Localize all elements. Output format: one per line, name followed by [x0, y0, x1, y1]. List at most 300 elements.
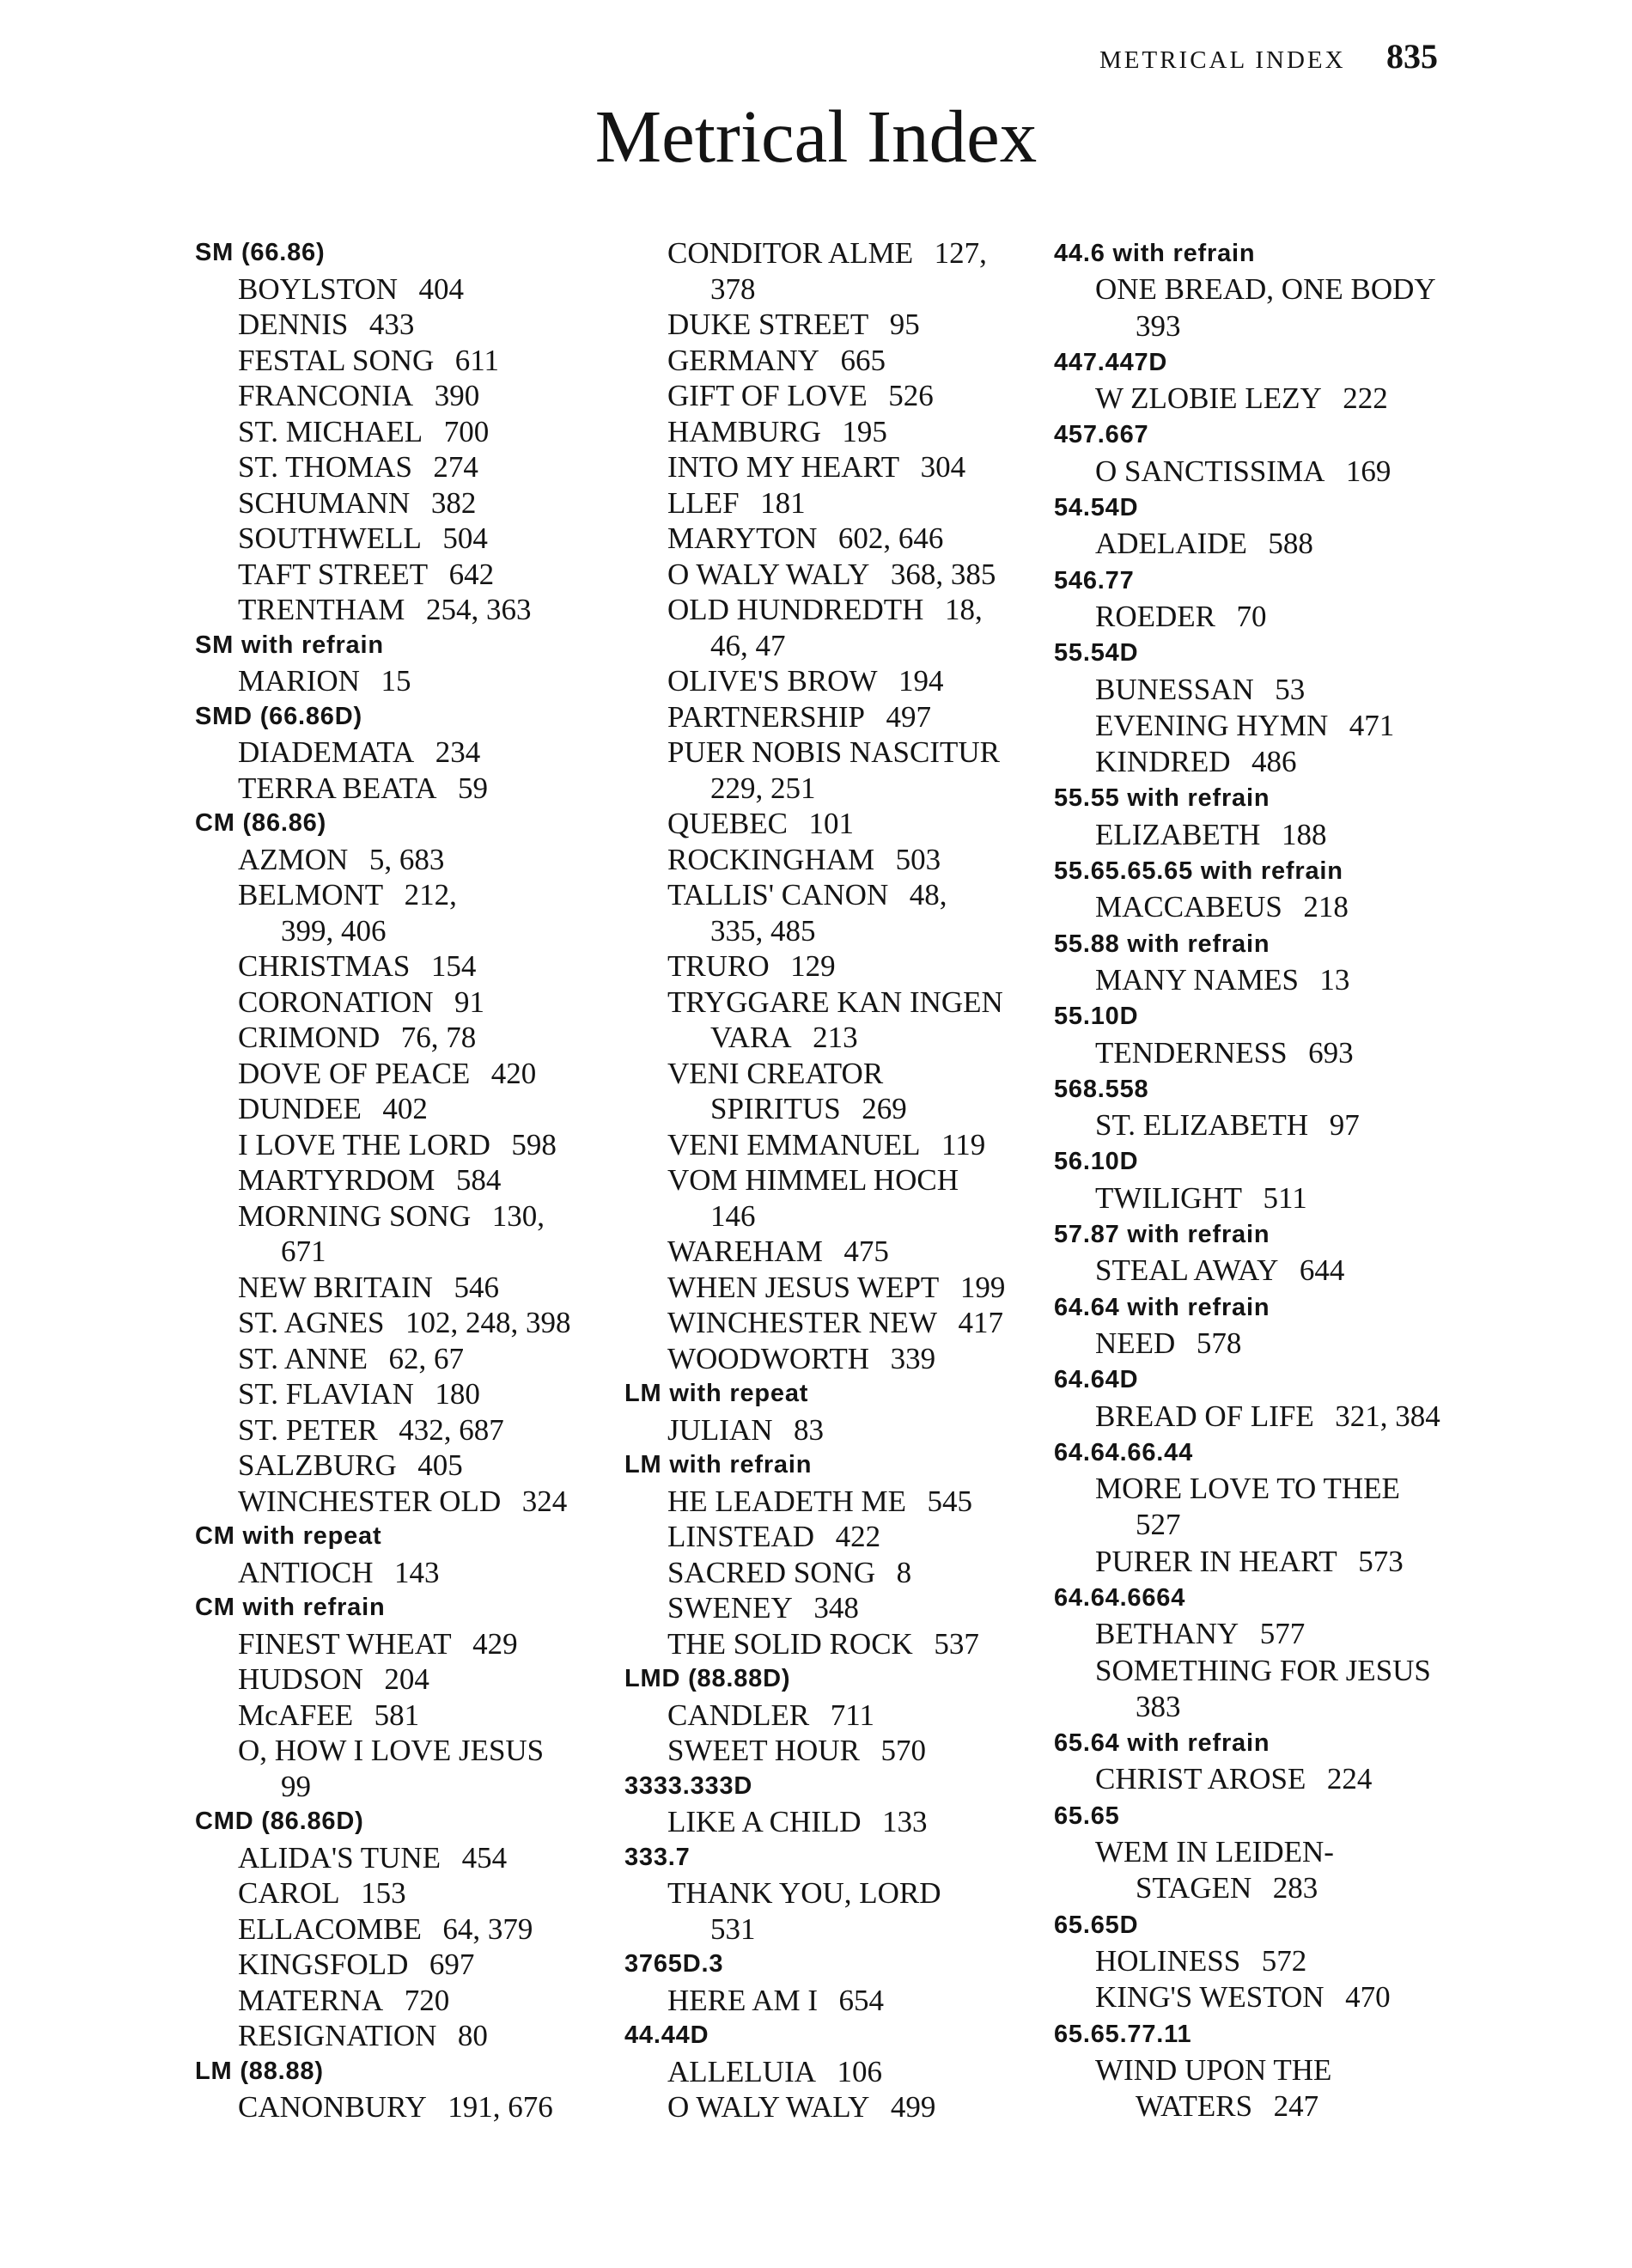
hymn-numbers: 95 [889, 308, 920, 341]
tune-line [1054, 1399, 1440, 1435]
tune-name: GIFT OF LOVE [667, 379, 868, 412]
meter-section [1054, 635, 1440, 780]
meter-heading: LM with repeat [624, 1380, 809, 1407]
tune-name: O WALY WALY [667, 2090, 870, 2124]
hymn-numbers: 188 [1281, 817, 1327, 851]
tune-entry [195, 2018, 571, 2054]
tune-name: WATERS [1136, 2089, 1253, 2124]
tune-entry [624, 557, 1005, 593]
tune-name: HE LEADETH ME [667, 1484, 907, 1518]
hymn-numbers: 499 [890, 2090, 936, 2124]
tune-entry [624, 985, 1005, 1056]
tune-name: I LOVE THE LORD [238, 1127, 490, 1161]
tune-entry [195, 307, 571, 343]
tune-name: MORNING SONG [238, 1198, 472, 1233]
hymn-numbers: 194 [898, 664, 944, 698]
tune-line [195, 1698, 571, 1734]
tune-line [195, 948, 571, 985]
hymn-numbers: 511 [1263, 1180, 1307, 1215]
tune-entry [195, 842, 571, 878]
meter-heading: 55.10D [1054, 1003, 1139, 1031]
tune-entry [1054, 1471, 1440, 1544]
tune-entry [624, 1519, 1005, 1555]
tune-entry [195, 521, 571, 557]
hymn-numbers: 321, 384 [1335, 1399, 1440, 1433]
hymn-numbers: 486 [1251, 745, 1297, 779]
tune-line [195, 271, 571, 308]
tune-line [195, 343, 571, 379]
hymn-numbers: 224 [1326, 1762, 1373, 1796]
tune-line-continued [1054, 1689, 1440, 1725]
meter-heading: LM (88.88) [195, 2057, 324, 2085]
tune-line [1054, 1180, 1440, 1216]
tune-entry [1054, 1834, 1440, 1907]
tune-entry [195, 557, 571, 593]
tune-name: THE SOLID ROCK [667, 1626, 913, 1661]
index-column-middle [624, 235, 1005, 2125]
tune-line [624, 948, 1005, 985]
tune-name: O, HOW I LOVE JESUS [238, 1734, 545, 1767]
tune-line [624, 1127, 1005, 1163]
tune-entry [624, 521, 1005, 557]
tune-name: CORONATION [238, 985, 434, 1019]
meter-heading: SMD (66.86D) [195, 702, 362, 730]
hymn-numbers: 8 [896, 1555, 912, 1589]
tune-line [624, 449, 1005, 485]
hymn-numbers: 417 [958, 1306, 1003, 1339]
meter-heading: 54.54D [1054, 494, 1139, 522]
tune-name: AZMON [238, 842, 349, 876]
meter-section [1054, 1798, 1440, 1907]
hymn-numbers: 503 [895, 842, 941, 876]
hymn-numbers: 393 [1136, 308, 1181, 343]
hymn-numbers: 422 [835, 1520, 881, 1553]
tune-name: VARA [710, 1021, 792, 1054]
hymn-numbers: 598 [511, 1127, 557, 1161]
tune-line [624, 2089, 1005, 2125]
tune-entry [1054, 1035, 1440, 1071]
tune-entry [195, 1127, 571, 1163]
tune-name: DENNIS [238, 308, 349, 341]
meter-section [624, 2018, 1005, 2125]
meter-section [195, 806, 571, 1519]
tune-entry [1054, 526, 1440, 562]
hymn-numbers: 573 [1358, 1544, 1404, 1578]
tune-name: CRIMOND [238, 1021, 381, 1054]
tune-name: ADELAIDE [1095, 527, 1247, 561]
tune-line [624, 1162, 1005, 1198]
tune-entry [195, 1555, 571, 1591]
hymn-numbers: 218 [1303, 890, 1349, 924]
tune-line [195, 1091, 571, 1127]
hymn-numbers: 304 [920, 450, 966, 484]
tune-name: DUNDEE [238, 1092, 362, 1125]
tune-name: PUER NOBIS NASCITUR [667, 735, 1000, 769]
tune-line [624, 699, 1005, 735]
tune-name: WOODWORTH [667, 1341, 870, 1375]
tune-line [624, 1056, 1005, 1092]
tune-name: WHEN JESUS WEPT [667, 1270, 940, 1304]
hymn-numbers: 181 [760, 485, 806, 520]
tune-name: BOYLSTON [238, 271, 399, 306]
tune-line [624, 307, 1005, 343]
tune-name: WINCHESTER OLD [238, 1484, 502, 1518]
tune-line-continued [624, 1091, 1005, 1127]
tune-line-continued [624, 271, 1005, 308]
hymn-numbers: 504 [442, 521, 488, 555]
tune-entry [1054, 1326, 1440, 1362]
tune-line [624, 1804, 1005, 1840]
tune-name: PURER IN HEART [1095, 1544, 1337, 1578]
tune-line [624, 1590, 1005, 1626]
tune-line [1054, 454, 1440, 490]
tune-name: QUEBEC [667, 807, 788, 840]
meter-heading: 457.667 [1054, 421, 1149, 449]
hymn-numbers: 70 [1236, 599, 1267, 633]
meter-section [1054, 417, 1440, 490]
tune-name: ROCKINGHAM [667, 842, 875, 876]
tune-name: ST. PETER [238, 1412, 378, 1447]
hymn-numbers: 274 [433, 450, 478, 484]
hymn-numbers: 475 [843, 1235, 889, 1268]
tune-name: TAFT STREET [238, 557, 429, 591]
tune-line [1054, 1107, 1440, 1143]
meter-section [195, 628, 571, 699]
tune-name: BUNESSAN [1095, 672, 1254, 706]
tune-line [195, 877, 571, 913]
hymn-numbers: 693 [1308, 1035, 1354, 1070]
tune-name: RESIGNATION [238, 2019, 437, 2052]
meter-section [624, 235, 1005, 1376]
tune-name: ST. ANNE [238, 1341, 368, 1375]
hymn-numbers: 234 [435, 735, 481, 769]
hymn-numbers: 577 [1259, 1617, 1306, 1651]
tune-name: KING'S WESTON [1095, 1980, 1324, 2015]
tune-entry [195, 1626, 571, 1662]
hymn-numbers: 195 [842, 414, 887, 448]
tune-name: MATERNA [238, 1983, 384, 2017]
tune-name: GERMANY [667, 343, 819, 377]
tune-line [195, 2089, 571, 2125]
hymn-numbers: 429 [472, 1626, 518, 1661]
tune-line [624, 1698, 1005, 1734]
page-number: 835 [1386, 37, 1438, 76]
meter-section [1054, 1580, 1440, 1725]
tune-line-continued [195, 1234, 571, 1270]
hymn-numbers: 665 [840, 343, 886, 377]
tune-entry [195, 414, 571, 450]
hymn-numbers: 18, [944, 593, 983, 626]
hymn-numbers: 324 [521, 1484, 568, 1518]
tune-entry [624, 1234, 1005, 1270]
tune-entry [624, 1698, 1005, 1734]
tune-name: EVENING HYMN [1095, 708, 1329, 742]
tune-line [624, 877, 1005, 913]
hymn-numbers: 700 [443, 414, 490, 448]
meter-heading: 44.44D [624, 2021, 709, 2049]
tune-name: SCHUMANN [238, 485, 411, 520]
tune-entry [195, 1484, 571, 1520]
tune-name: JULIAN [667, 1412, 773, 1447]
tune-line [624, 1484, 1005, 1520]
hymn-numbers: 59 [458, 771, 489, 805]
meter-section [1054, 1143, 1440, 1216]
tune-line-continued [624, 1911, 1005, 1948]
hymn-numbers: 62, 67 [388, 1341, 465, 1375]
tune-name: TERRA BEATA [238, 771, 437, 805]
tune-line [624, 592, 1005, 628]
hymn-numbers: 133 [882, 1805, 928, 1838]
tune-name: FRANCONIA [238, 379, 414, 412]
meter-heading: 3333.333D [624, 1771, 753, 1800]
tune-name: TRENTHAM [238, 593, 405, 626]
tune-line [195, 1875, 571, 1911]
hymn-numbers: 99 [281, 1769, 311, 1803]
hymn-numbers: 602, 646 [837, 521, 944, 555]
tune-line [1054, 1253, 1440, 1289]
hymn-numbers: 106 [837, 2054, 883, 2088]
tune-name: SPIRITUS [710, 1092, 841, 1125]
tune-entry [195, 1270, 571, 1306]
hymn-numbers: 405 [417, 1448, 463, 1482]
tune-line [1054, 1544, 1440, 1580]
tune-name: PARTNERSHIP [667, 699, 866, 734]
tune-line [624, 414, 1005, 450]
meter-heading: 65.64 with refrain [1054, 1729, 1270, 1758]
tune-line [624, 1341, 1005, 1377]
meter-heading: 64.64.66.44 [1054, 1438, 1193, 1466]
tune-name: SOMETHING FOR JESUS [1095, 1653, 1431, 1687]
tune-line [624, 985, 1005, 1021]
hymn-numbers: 83 [793, 1412, 824, 1447]
hymn-numbers: 570 [880, 1734, 926, 1767]
hymn-numbers: 654 [838, 1983, 884, 2017]
meter-heading: 55.55 with refrain [1054, 784, 1270, 813]
meter-section [1054, 490, 1440, 563]
meter-section [195, 699, 571, 807]
meter-section [1054, 1725, 1440, 1798]
hymn-numbers: 153 [361, 1876, 406, 1910]
tune-name: MACCABEUS [1095, 890, 1282, 924]
tune-name: HOLINESS [1095, 1943, 1241, 1978]
tune-name: THANK YOU, LORD [667, 1876, 941, 1910]
tune-entry [1054, 744, 1440, 780]
hymn-numbers: 399, 406 [281, 913, 387, 948]
hymn-numbers: 76, 78 [400, 1021, 477, 1054]
tune-entry [195, 592, 571, 628]
tune-entry [624, 1804, 1005, 1840]
hymn-numbers: 102, 248, 398 [405, 1306, 571, 1339]
tune-entry [624, 1270, 1005, 1306]
tune-line [1054, 1761, 1440, 1797]
hymn-numbers: 390 [434, 379, 480, 412]
hymn-numbers: 222 [1343, 381, 1388, 416]
tune-name: W ZLOBIE LEZY [1095, 381, 1322, 416]
tune-entry [624, 877, 1005, 948]
tune-entry [195, 2089, 571, 2125]
tune-line-continued [195, 913, 571, 949]
hymn-numbers: 527 [1136, 1508, 1181, 1542]
tune-line [195, 485, 571, 521]
hymn-numbers: 5, 683 [368, 842, 445, 876]
meter-section [624, 1376, 1005, 1448]
tune-line [195, 1661, 571, 1698]
tune-line [195, 1341, 571, 1377]
tune-line-continued [1054, 2088, 1440, 2125]
tune-entry [624, 1555, 1005, 1591]
meter-section [1054, 344, 1440, 418]
tune-entry [624, 449, 1005, 485]
running-head: METRICAL INDEX [1099, 46, 1346, 74]
tune-name: McAFEE [238, 1698, 354, 1732]
tune-entry [1054, 1979, 1440, 2015]
tune-name: ONE BREAD, ONE BODY [1095, 272, 1436, 307]
tune-entry [195, 1661, 571, 1698]
tune-line [195, 1127, 571, 1163]
tune-entry [195, 485, 571, 521]
tune-line [195, 1983, 571, 2019]
hymn-numbers: 642 [448, 557, 495, 591]
tune-entry [195, 271, 571, 308]
tune-name: DUKE STREET [667, 308, 869, 341]
tune-name: CHRISTMAS [238, 949, 411, 983]
tune-entry [624, 1056, 1005, 1127]
tune-name: ANTIOCH [238, 1555, 374, 1589]
hymn-numbers: 154 [430, 949, 477, 983]
tune-line [624, 1626, 1005, 1662]
tune-line [195, 1305, 571, 1341]
meter-heading: 56.10D [1054, 1148, 1139, 1176]
tune-entry [1054, 1943, 1440, 1979]
tune-entry [624, 948, 1005, 985]
tune-entry [1054, 708, 1440, 744]
meter-section [195, 235, 571, 628]
tune-name: VENI EMMANUEL [667, 1127, 921, 1161]
tune-name: TWILIGHT [1095, 1180, 1243, 1215]
tune-entry [624, 1983, 1005, 2019]
meter-section [1054, 1071, 1440, 1144]
tune-line [195, 735, 571, 771]
tune-entry [624, 343, 1005, 379]
tune-line [195, 378, 571, 414]
tune-line [195, 1198, 571, 1235]
tune-entry [1054, 2052, 1440, 2125]
hymn-numbers: 545 [927, 1484, 973, 1518]
tune-line [195, 985, 571, 1021]
tune-line [195, 449, 571, 485]
tune-line [195, 2018, 571, 2054]
tune-name: ALIDA'S TUNE [238, 1840, 441, 1875]
hymn-numbers: 80 [457, 2019, 488, 2052]
tune-name: ST. FLAVIAN [238, 1377, 414, 1411]
tune-entry [195, 1056, 571, 1092]
hymn-numbers: 578 [1196, 1326, 1242, 1360]
meter-section [195, 1519, 571, 1590]
tune-name: ST. AGNES [238, 1306, 385, 1339]
tune-line [195, 557, 571, 593]
hymn-numbers: 497 [886, 699, 932, 734]
tune-name: WEM IN LEIDEN- [1095, 1835, 1334, 1869]
tune-line [195, 1162, 571, 1198]
tune-line-continued [624, 771, 1005, 807]
tune-name: CANONBURY [238, 2090, 427, 2124]
tune-name: STEAL AWAY [1095, 1253, 1279, 1288]
tune-line [624, 1234, 1005, 1270]
meter-section [195, 1804, 571, 2054]
tune-line [195, 521, 571, 557]
tune-entry [624, 1305, 1005, 1341]
hymn-numbers: 433 [368, 308, 415, 341]
tune-entry [624, 2089, 1005, 2125]
tune-name: TENDERNESS [1095, 1035, 1288, 1070]
hymn-numbers: 213 [813, 1021, 858, 1054]
tune-entry [624, 2054, 1005, 2090]
hymn-numbers: 526 [888, 379, 934, 412]
tune-name: LINSTEAD [667, 1520, 815, 1553]
tune-entry [1054, 1653, 1440, 1726]
tune-line [624, 1733, 1005, 1769]
meter-heading: 65.65 [1054, 1802, 1120, 1830]
meter-heading: SM (66.86) [195, 239, 326, 266]
tune-line [624, 806, 1005, 842]
tune-line [195, 1555, 571, 1591]
tune-entry [195, 343, 571, 379]
hymn-numbers: 127, [934, 236, 987, 270]
tune-entry [195, 1376, 571, 1412]
tune-name: TALLIS' CANON [667, 878, 889, 911]
tune-line-continued [624, 1198, 1005, 1235]
meter-section [1054, 1435, 1440, 1580]
meter-heading: 568.558 [1054, 1075, 1149, 1103]
tune-line [195, 1448, 571, 1484]
hymn-numbers: 644 [1299, 1253, 1345, 1288]
tune-entry [195, 449, 571, 485]
meter-section [1054, 235, 1440, 344]
tune-line [195, 842, 571, 878]
tune-line [1054, 744, 1440, 780]
hymn-numbers: 48, [909, 878, 947, 911]
hymn-numbers: 432, 687 [399, 1412, 504, 1447]
tune-name: CANDLER [667, 1698, 810, 1732]
hymn-numbers: 611 [454, 343, 499, 377]
tune-name: DIADEMATA [238, 735, 415, 769]
tune-name: CHRIST AROSE [1095, 1762, 1306, 1796]
tune-name: LIKE A CHILD [667, 1805, 862, 1838]
meter-heading: CM with refrain [195, 1594, 386, 1621]
meter-heading: 65.65D [1054, 1911, 1139, 1939]
tune-entry [624, 842, 1005, 878]
page-title: Metrical Index [594, 94, 1038, 178]
tune-entry [1054, 271, 1440, 344]
tune-entry [624, 699, 1005, 735]
tune-name: MARTYRDOM [238, 1163, 435, 1197]
hymn-numbers: 97 [1329, 1108, 1360, 1143]
tune-line [624, 1983, 1005, 2019]
meter-heading: 55.54D [1054, 639, 1139, 668]
tune-name: SOUTHWELL [238, 521, 422, 555]
tune-name: VOM HIMMEL HOCH [667, 1163, 959, 1197]
meter-section [624, 1840, 1005, 1948]
hymn-numbers: 143 [393, 1555, 440, 1589]
hymn-numbers: 191, 676 [448, 2090, 553, 2124]
tune-name: O SANCTISSIMA [1095, 454, 1325, 488]
tune-line [624, 235, 1005, 271]
hymn-numbers: 470 [1345, 1980, 1391, 2015]
tune-name: STAGEN [1136, 1871, 1252, 1905]
tune-name: FINEST WHEAT [238, 1626, 452, 1661]
tune-line [1054, 526, 1440, 562]
tune-line [195, 1412, 571, 1448]
